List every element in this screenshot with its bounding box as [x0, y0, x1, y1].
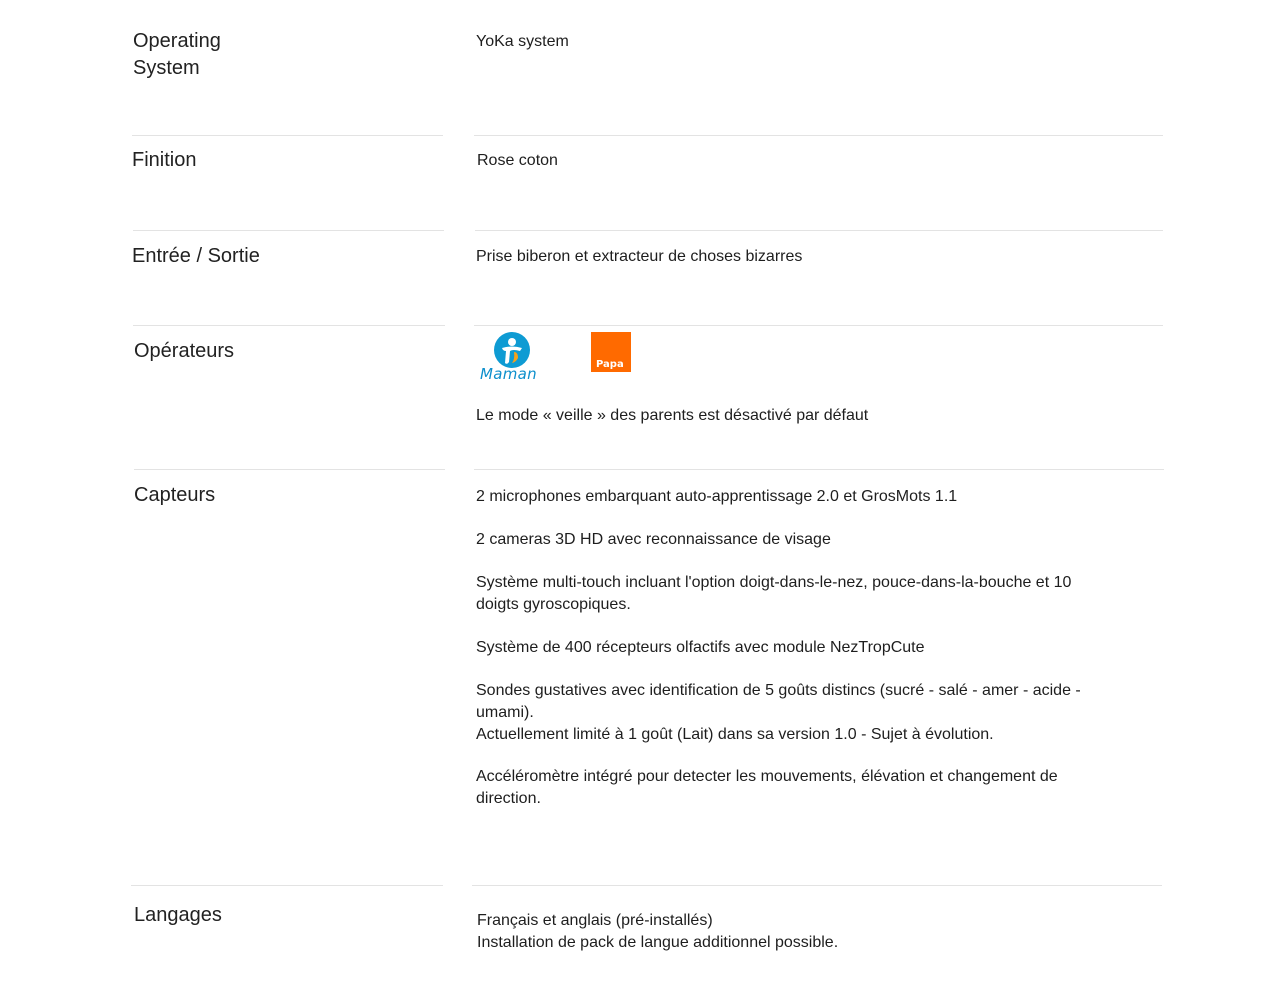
spec-value-operateurs	[476, 405, 868, 427]
spec-label-operating-system: Operating System	[133, 30, 221, 79]
papa-operator-logo	[591, 332, 631, 372]
spec-label-capteurs: Capteurs	[134, 484, 216, 506]
spec-label-operateurs: Opérateurs	[134, 340, 235, 362]
spec-value-finition	[477, 150, 558, 172]
spec-value-entree-sortie	[476, 246, 802, 268]
spec-value-text: 2 cameras 3D HD avec reconnaissance de visage	[476, 531, 831, 548]
divider-left	[133, 325, 445, 326]
divider-left	[134, 469, 445, 470]
maman-logo-figure-icon	[494, 332, 530, 368]
spec-value-text: Rose coton	[477, 152, 558, 169]
spec-value-text: Prise biberon et extracteur de choses bizarres	[476, 248, 803, 265]
spec-value-operating-system	[476, 31, 569, 53]
papa-logo-text: Papa	[596, 359, 624, 370]
spec-value-text: Le mode « veille » des parents est désactivé par défaut	[476, 407, 869, 424]
maman-operator-logo	[478, 330, 544, 386]
spec-value-text: YoKa system	[476, 33, 569, 50]
spec-value-text: Sondes gustatives avec identification de 5 goûts distincs (sucré - salé - amer - acide - umami). Actuellement limité à 1 goût (Lait) dans sa version 1.0 - Sujet à évolution.	[476, 682, 1081, 743]
divider-right	[474, 325, 1163, 326]
divider-right	[472, 885, 1162, 886]
spec-value-text: Système multi-touch incluant l'option doigt-dans-le-nez, pouce-dans-la-bouche et 10 doigts gyroscopiques.	[476, 574, 1072, 613]
divider-right	[475, 230, 1163, 231]
divider-right	[474, 469, 1164, 470]
spec-label-entree-sortie: Entrée / Sortie	[132, 245, 260, 267]
spec-value-text: 2 microphones embarquant auto-apprentissage 2.0 et GrosMots 1.1	[476, 488, 958, 505]
spec-value-text: Accéléromètre intégré pour detecter les mouvements, élévation et changement de direction.	[476, 768, 1058, 807]
divider-left	[133, 230, 444, 231]
spec-value-langages	[477, 910, 838, 954]
spec-label-finition: Finition	[132, 149, 197, 171]
divider-left	[131, 885, 443, 886]
divider-right	[474, 135, 1163, 136]
divider-left	[132, 135, 443, 136]
spec-value-text: Français et anglais (pré-installés) Installation de pack de langue additionnel possible.	[477, 912, 839, 951]
spec-value-text: Système de 400 récepteurs olfactifs avec module NezTropCute	[476, 639, 925, 656]
spec-label-langages: Langages	[134, 904, 222, 926]
maman-logo-text: Maman	[480, 365, 537, 383]
